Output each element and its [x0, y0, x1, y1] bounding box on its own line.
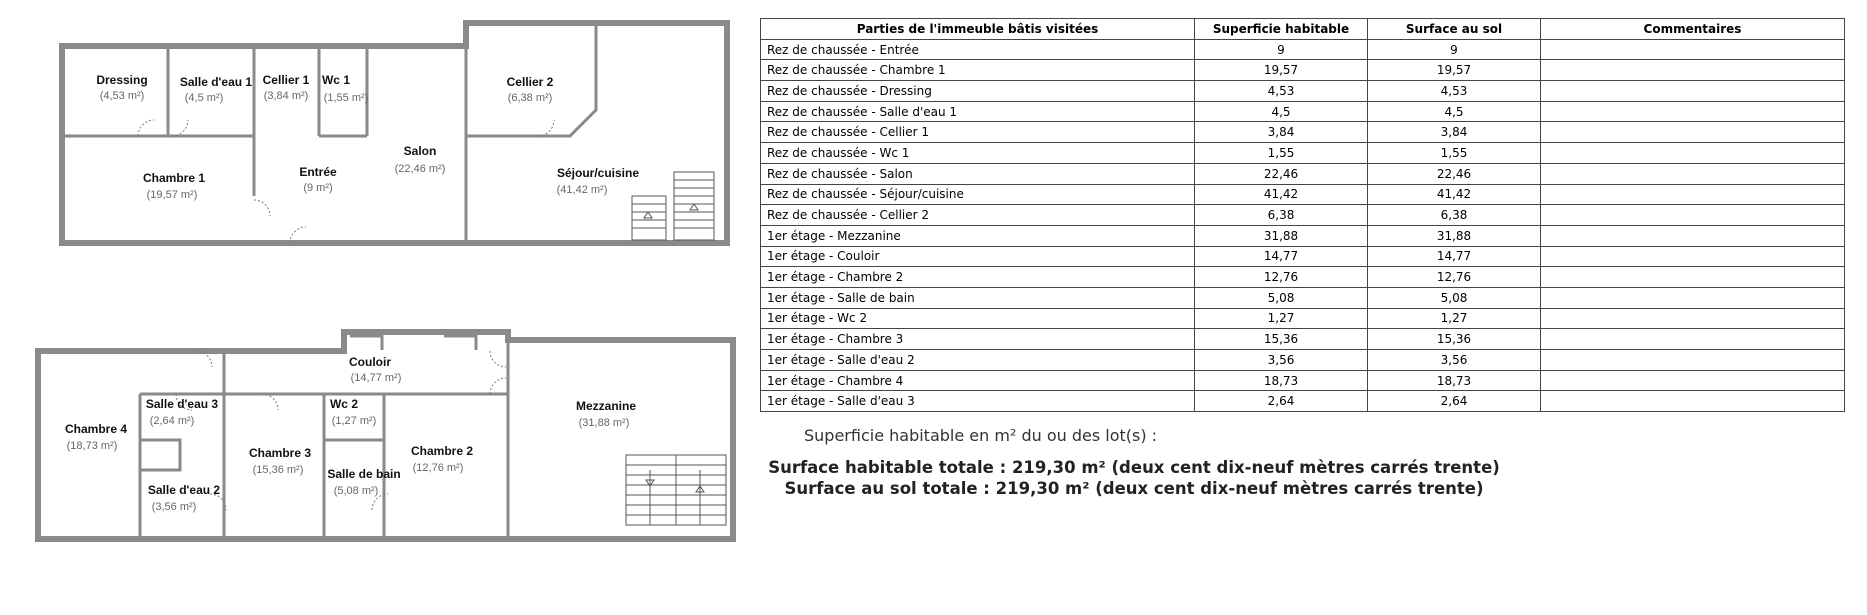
floor-plans [0, 0, 750, 560]
cell-surface-au-sol: 1,27 [1368, 308, 1541, 329]
room-area-salle-eau-2: (3,56 m²) [151, 501, 197, 513]
cell-superficie-habitable: 18,73 [1195, 370, 1368, 391]
room-name-wc-2: Wc 2 [329, 397, 359, 411]
cell-commentaire [1541, 329, 1845, 350]
cell-commentaire [1541, 39, 1845, 60]
column-header-parties: Parties de l'immeuble bâtis visitées [761, 19, 1195, 40]
cell-partie: 1er étage - Wc 2 [761, 308, 1195, 329]
cell-surface-au-sol: 9 [1368, 39, 1541, 60]
table-row [761, 143, 1845, 164]
cell-surface-au-sol: 41,42 [1368, 184, 1541, 205]
column-header-surface-au-sol: Surface au sol [1368, 19, 1541, 40]
room-area-chambre-1: (19,57 m²) [146, 189, 198, 201]
cell-superficie-habitable: 3,56 [1195, 350, 1368, 371]
room-area-chambre-4: (18,73 m²) [66, 440, 118, 452]
table-row [761, 350, 1845, 371]
cell-superficie-habitable: 2,64 [1195, 391, 1368, 412]
table-row [761, 267, 1845, 288]
cell-partie: 1er étage - Chambre 3 [761, 329, 1195, 350]
cell-superficie-habitable: 5,08 [1195, 287, 1368, 308]
cell-surface-au-sol: 5,08 [1368, 287, 1541, 308]
cell-surface-au-sol: 4,5 [1368, 101, 1541, 122]
cell-partie: 1er étage - Couloir [761, 246, 1195, 267]
cell-partie: 1er étage - Salle d'eau 2 [761, 350, 1195, 371]
ground-floor-interior-walls [62, 26, 596, 243]
cell-surface-au-sol: 2,64 [1368, 391, 1541, 412]
cell-superficie-habitable: 22,46 [1195, 163, 1368, 184]
room-area-salle-eau-1: (4,5 m²) [184, 92, 224, 104]
room-area-salle-eau-3: (2,64 m²) [149, 415, 195, 427]
total-sol: Surface au sol totale : 219,30 m² (deux cent dix-neuf mètres carrés trente) [784, 479, 1484, 498]
surface-table [760, 18, 1845, 412]
cell-commentaire [1541, 391, 1845, 412]
cell-surface-au-sol: 19,57 [1368, 60, 1541, 81]
room-area-mezzanine: (31,88 m²) [578, 417, 630, 429]
cell-partie: 1er étage - Chambre 2 [761, 267, 1195, 288]
room-name-chambre-1: Chambre 1 [142, 171, 206, 185]
cell-commentaire [1541, 122, 1845, 143]
cell-commentaire [1541, 60, 1845, 81]
cell-commentaire [1541, 143, 1845, 164]
table-row [761, 391, 1845, 412]
cell-superficie-habitable: 9 [1195, 39, 1368, 60]
cell-commentaire [1541, 163, 1845, 184]
cell-surface-au-sol: 3,84 [1368, 122, 1541, 143]
cell-commentaire [1541, 225, 1845, 246]
table-row [761, 225, 1845, 246]
cell-superficie-habitable: 4,53 [1195, 81, 1368, 102]
cell-superficie-habitable: 15,36 [1195, 329, 1368, 350]
table-row [761, 329, 1845, 350]
cell-partie: 1er étage - Chambre 4 [761, 370, 1195, 391]
room-area-cellier-1: (3,84 m²) [263, 90, 309, 102]
cell-commentaire [1541, 81, 1845, 102]
table-row [761, 122, 1845, 143]
room-area-entree: (9 m²) [303, 182, 333, 194]
room-name-chambre-2: Chambre 2 [410, 444, 474, 458]
room-area-chambre-2: (12,76 m²) [412, 462, 464, 474]
cell-superficie-habitable: 6,38 [1195, 205, 1368, 226]
cell-superficie-habitable: 12,76 [1195, 267, 1368, 288]
table-row [761, 308, 1845, 329]
table-row [761, 370, 1845, 391]
cell-partie: 1er étage - Salle de bain [761, 287, 1195, 308]
cell-surface-au-sol: 6,38 [1368, 205, 1541, 226]
table-row [761, 184, 1845, 205]
cell-partie: Rez de chaussée - Dressing [761, 81, 1195, 102]
cell-surface-au-sol: 4,53 [1368, 81, 1541, 102]
table-row [761, 60, 1845, 81]
table-row [761, 287, 1845, 308]
cell-superficie-habitable: 4,5 [1195, 101, 1368, 122]
cell-commentaire [1541, 267, 1845, 288]
room-area-wc-1: (1,55 m²) [323, 92, 369, 104]
room-name-salle-de-bain: Salle de bain [327, 467, 401, 481]
ground-floor-stairs [632, 172, 714, 240]
cell-partie: 1er étage - Mezzanine [761, 225, 1195, 246]
room-area-chambre-3: (15,36 m²) [252, 464, 304, 476]
room-area-cellier-2: (6,38 m²) [507, 92, 553, 104]
room-name-salle-eau-2: Salle d'eau 2 [147, 483, 221, 497]
room-name-couloir: Couloir [349, 355, 391, 369]
cell-partie: Rez de chaussée - Salon [761, 163, 1195, 184]
room-area-wc-2: (1,27 m²) [331, 415, 377, 427]
room-name-salle-eau-3: Salle d'eau 3 [145, 397, 219, 411]
cell-partie: Rez de chaussée - Wc 1 [761, 143, 1195, 164]
column-header-superficie-habitable: Superficie habitable [1195, 19, 1368, 40]
cell-surface-au-sol: 31,88 [1368, 225, 1541, 246]
room-area-dressing: (4,53 m²) [99, 90, 145, 102]
cell-partie: Rez de chaussée - Cellier 2 [761, 205, 1195, 226]
cell-commentaire [1541, 101, 1845, 122]
cell-partie: Rez de chaussée - Chambre 1 [761, 60, 1195, 81]
cell-surface-au-sol: 3,56 [1368, 350, 1541, 371]
cell-partie: Rez de chaussée - Entrée [761, 39, 1195, 60]
cell-commentaire [1541, 370, 1845, 391]
table-body [761, 39, 1845, 411]
room-name-sejour-cuisine: Séjour/cuisine [556, 166, 640, 180]
room-area-couloir: (14,77 m²) [350, 372, 402, 384]
column-header-commentaires: Commentaires [1541, 19, 1845, 40]
ground-floor-plan [62, 23, 727, 243]
cell-partie: 1er étage - Salle d'eau 3 [761, 391, 1195, 412]
cell-superficie-habitable: 19,57 [1195, 60, 1368, 81]
room-name-wc-1: Wc 1 [321, 73, 351, 87]
table-row [761, 163, 1845, 184]
room-area-salle-de-bain: (5,08 m²) [333, 485, 379, 497]
room-area-salon: (22,46 m²) [394, 163, 446, 175]
first-floor-plan [38, 332, 733, 539]
cell-surface-au-sol: 14,77 [1368, 246, 1541, 267]
cell-superficie-habitable: 1,27 [1195, 308, 1368, 329]
cell-partie: Rez de chaussée - Salle d'eau 1 [761, 101, 1195, 122]
cell-commentaire [1541, 205, 1845, 226]
room-name-chambre-4: Chambre 4 [64, 422, 128, 436]
cell-commentaire [1541, 287, 1845, 308]
cell-commentaire [1541, 308, 1845, 329]
cell-surface-au-sol: 22,46 [1368, 163, 1541, 184]
cell-commentaire [1541, 184, 1845, 205]
cell-surface-au-sol: 12,76 [1368, 267, 1541, 288]
cell-commentaire [1541, 246, 1845, 267]
room-area-sejour-cuisine: (41,42 m²) [556, 184, 608, 196]
room-name-cellier-2: Cellier 2 [506, 75, 554, 89]
cell-superficie-habitable: 41,42 [1195, 184, 1368, 205]
cell-partie: Rez de chaussée - Séjour/cuisine [761, 184, 1195, 205]
total-habitable: Surface habitable totale : 219,30 m² (deux cent dix-neuf mètres carrés trente) [768, 458, 1500, 477]
ground-floor-outer-wall [62, 23, 727, 243]
summary-intro: Superficie habitable en m² du ou des lot(s) : [804, 426, 1158, 445]
table-row [761, 81, 1845, 102]
room-name-cellier-1: Cellier 1 [262, 73, 310, 87]
cell-surface-au-sol: 1,55 [1368, 143, 1541, 164]
room-name-entree: Entrée [299, 165, 337, 179]
table-row [761, 205, 1845, 226]
first-floor-stairs [626, 455, 726, 525]
room-name-salle-eau-1: Salle d'eau 1 [179, 75, 253, 89]
cell-commentaire [1541, 350, 1845, 371]
cell-surface-au-sol: 15,36 [1368, 329, 1541, 350]
room-name-salon: Salon [403, 144, 437, 158]
table-row [761, 39, 1845, 60]
table-row [761, 101, 1845, 122]
cell-surface-au-sol: 18,73 [1368, 370, 1541, 391]
cell-superficie-habitable: 14,77 [1195, 246, 1368, 267]
cell-superficie-habitable: 3,84 [1195, 122, 1368, 143]
table-row [761, 246, 1845, 267]
room-name-mezzanine: Mezzanine [575, 399, 637, 413]
table-header-row [761, 19, 1845, 40]
cell-superficie-habitable: 31,88 [1195, 225, 1368, 246]
room-name-dressing: Dressing [96, 73, 148, 87]
cell-partie: Rez de chaussée - Cellier 1 [761, 122, 1195, 143]
cell-superficie-habitable: 1,55 [1195, 143, 1368, 164]
room-name-chambre-3: Chambre 3 [248, 446, 312, 460]
